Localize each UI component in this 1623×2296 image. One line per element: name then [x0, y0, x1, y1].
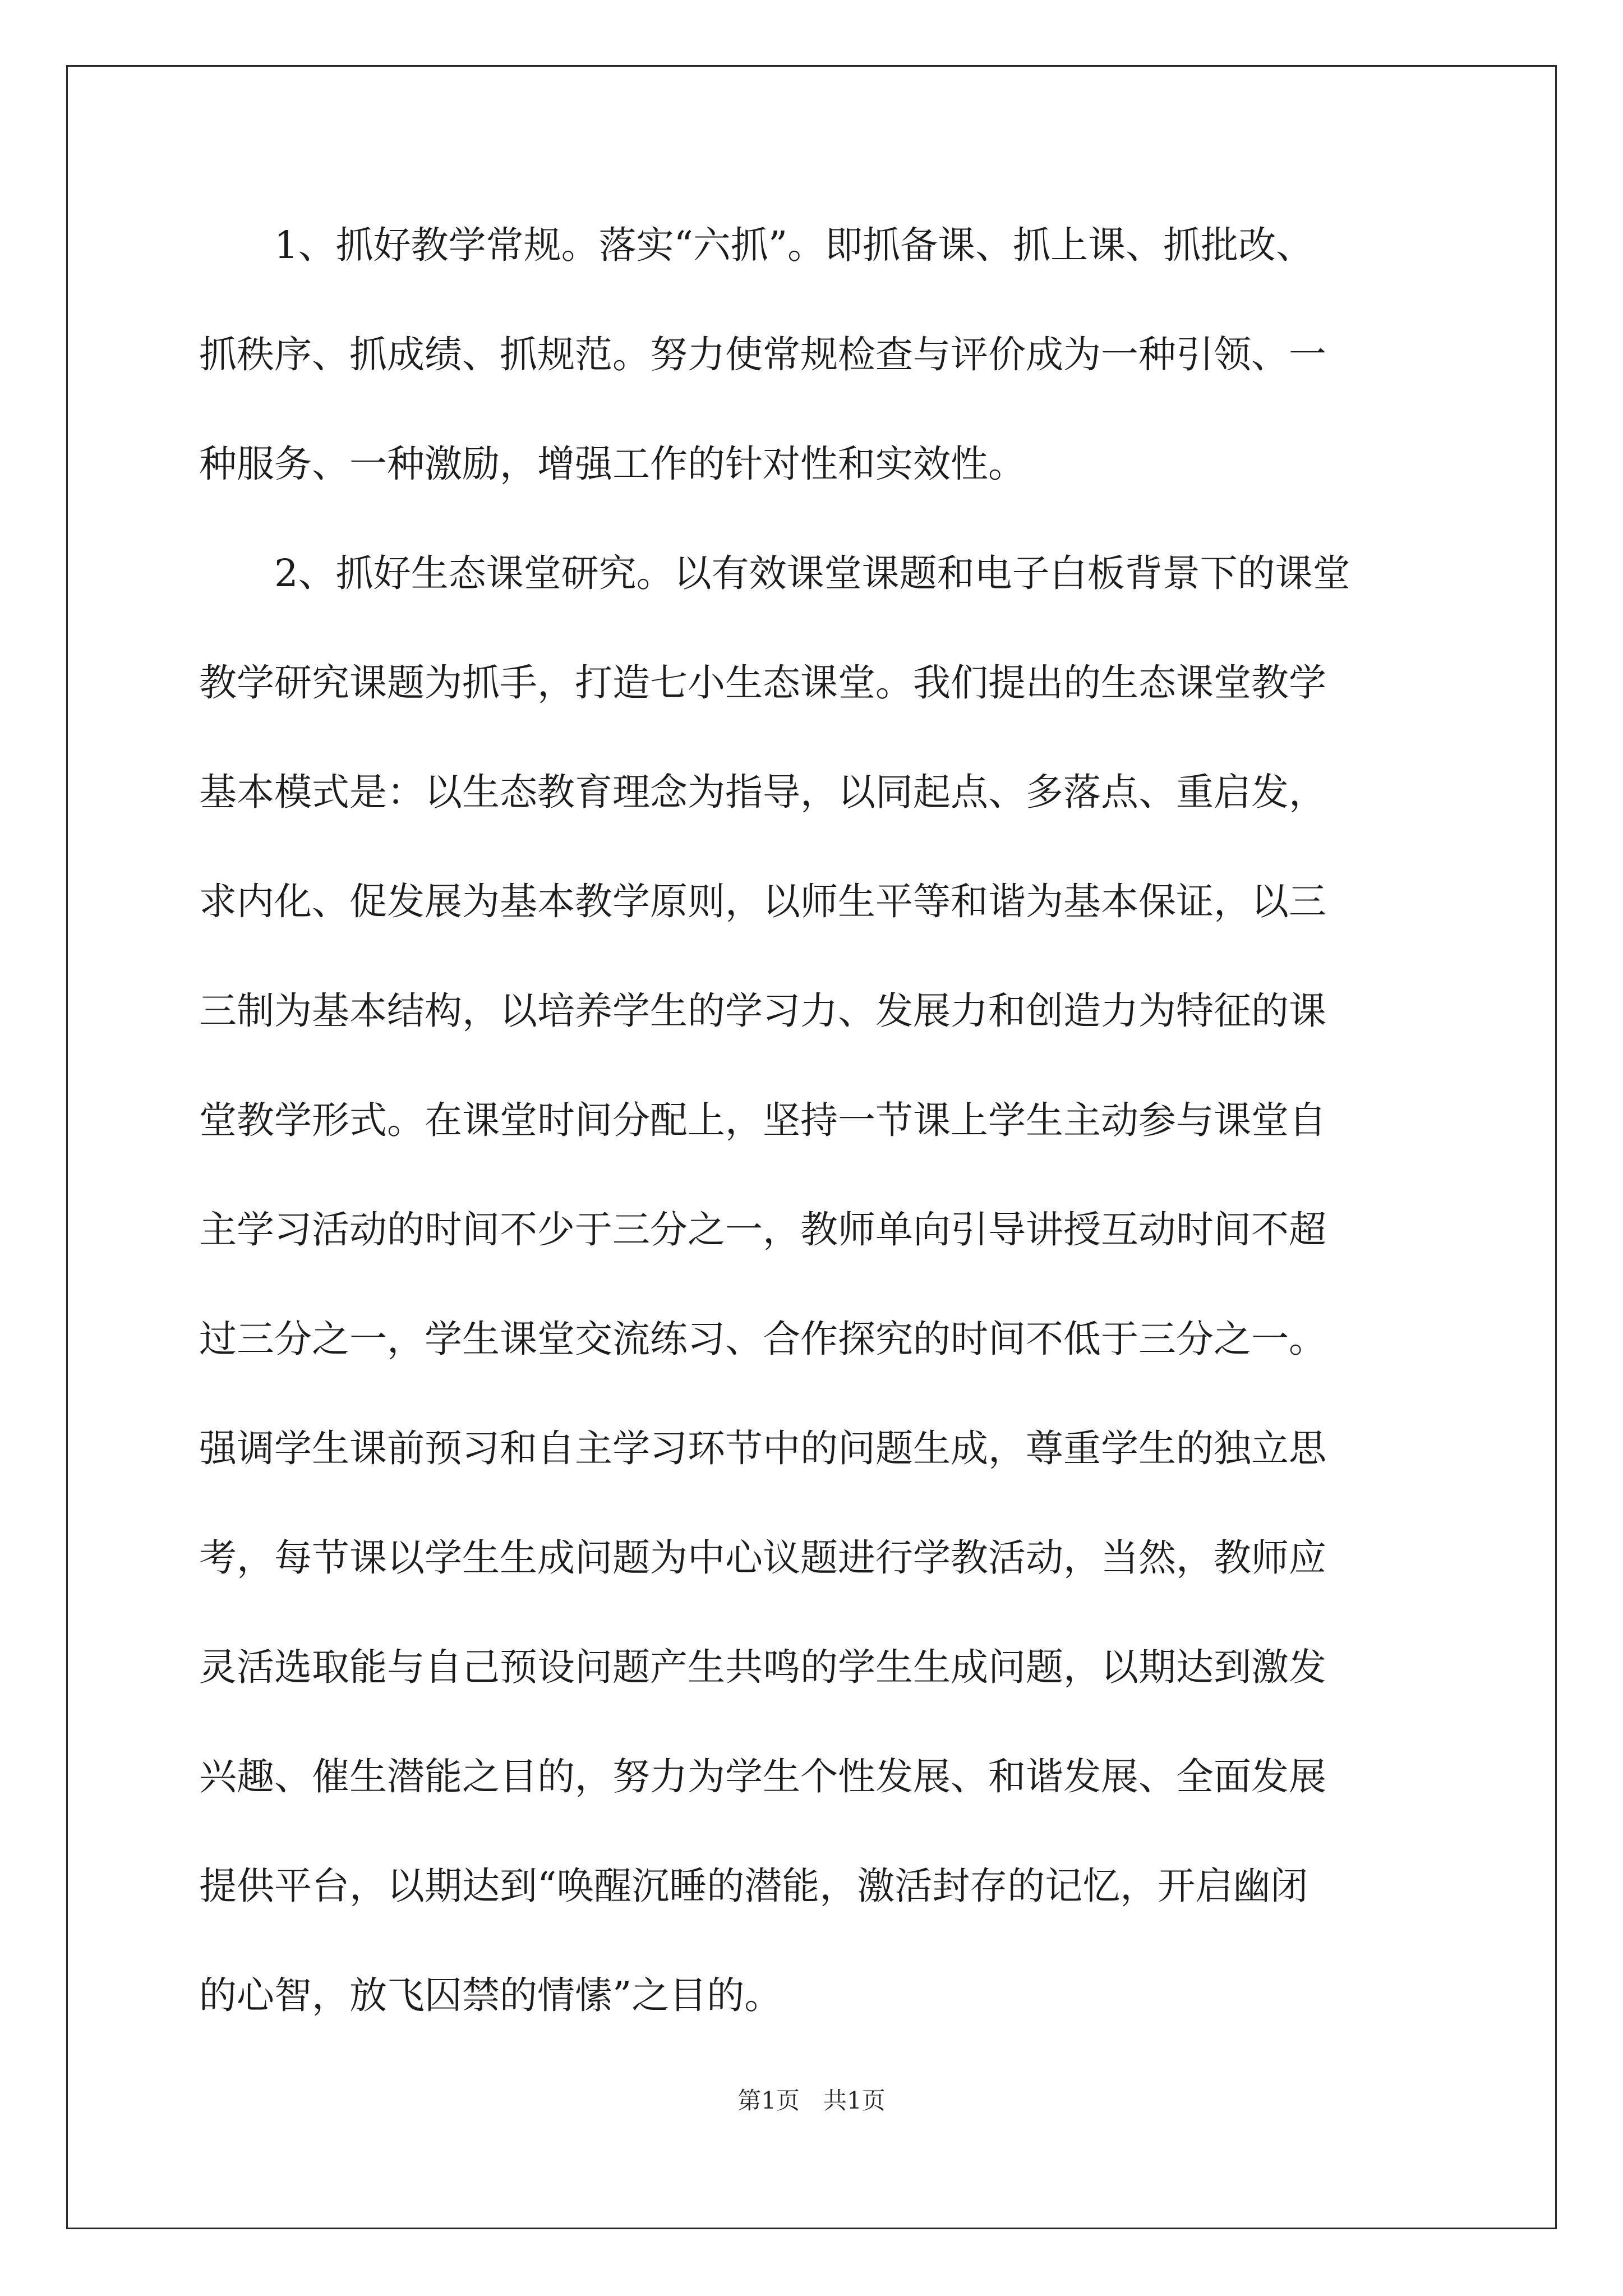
paragraph-2-line-11: 灵活选取能与自己预设问题产生共鸣的学生生成问题，以期达到激发 — [199, 1645, 1326, 1689]
paragraph-2-line-7: 主学习活动的时间不少于三分之一，教师单向引导讲授互动时间不超 — [199, 1208, 1326, 1251]
paragraph-2-line-5: 三制为基本结构，以培养学生的学习力、发展力和创造力为特征的课 — [199, 989, 1326, 1033]
paragraph-2-line-12: 兴趣、催生潜能之目的，努力为学生个性发展、和谐发展、全面发展 — [199, 1755, 1326, 1798]
paragraph-2-line-4: 求内化、促发展为基本教学原则，以师生平等和谐为基本保证，以三 — [199, 880, 1326, 923]
paragraph-2 — [199, 519, 1431, 2050]
page-number-footer: 第1页 共1页 — [737, 2087, 886, 2114]
paragraph-1 — [199, 191, 1431, 519]
paragraph-2-line-1: 2、抓好生态课堂研究。以有效课堂课题和电子白板背景下的课堂 — [274, 551, 1350, 595]
paragraph-2-line-14: 的心智，放飞囚禁的情愫”之目的。 — [199, 1973, 782, 2017]
paragraph-2-line-8: 过三分之一，学生课堂交流练习、合作探究的时间不低于三分之一。 — [199, 1317, 1326, 1361]
paragraph-1-line-2: 抓秩序、抓成绩、抓规范。努力使常规检查与评价成为一种引领、一 — [199, 333, 1326, 376]
paragraph-1-line-1: 1、抓好教学常规。落实“六抓”。即抓备课、抓上课、抓批改、 — [274, 223, 1314, 267]
paragraph-2-line-6: 堂教学形式。在课堂时间分配上，坚持一节课上学生主动参与课堂自 — [199, 1098, 1326, 1142]
paragraph-2-line-10: 考，每节课以学生生成问题为中心议题进行学教活动，当然，教师应 — [199, 1536, 1326, 1580]
document-body — [199, 191, 1431, 2050]
paragraph-2-line-3: 基本模式是：以生态教育理念为指导，以同起点、多落点、重启发， — [199, 770, 1326, 814]
paragraph-2-line-13: 提供平台，以期达到“唤醒沉睡的潜能，激活封存的记忆，开启幽闭 — [199, 1864, 1308, 1908]
paragraph-2-line-9: 强调学生课前预习和自主学习环节中的问题生成，尊重学生的独立思 — [199, 1427, 1326, 1470]
paragraph-1-line-3: 种服务、一种激励，增强工作的针对性和实效性。 — [199, 442, 1026, 486]
paragraph-2-line-2: 教学研究课题为抓手，打造七小生态课堂。我们提出的生态课堂教学 — [199, 661, 1326, 705]
